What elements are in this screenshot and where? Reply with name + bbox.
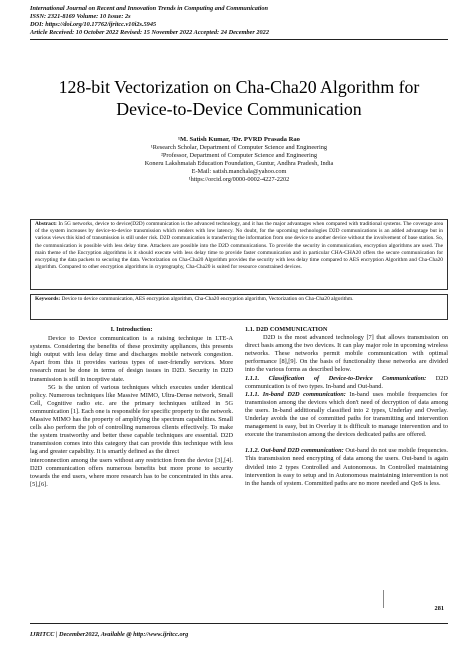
inband-text: In-band uses mobile frequencies for transmission among the devices which don't need of decryption of data among the users. In-band additionally classified into 2 types, Underlay and Overlay. Underlay avoids the use of committed paths for transmitting and intervention management is easy, but in Overlay it is difficult to manage intervention and to execute the transmission among the devices dedicated paths are offered. — [245, 390, 448, 439]
introduction-heading: I. Introduction: — [110, 326, 153, 333]
intro-paragraph-3: interconnection among the users without any restriction from the device [3],[4]. D2D communication offers numerous benefits but more prone to security towards the end users, where more research has to be concentrated in this area.[5],[6]. — [30, 456, 233, 488]
journal-name: International Journal on Recent and Innovation Trends in Computing and Communication — [30, 5, 269, 12]
d2d-paragraph-1: D2D is the most advanced technology [7] that allows transmission on direct basis among the two devices. It can play major role in upcoming wireless networks. These networks permit mobile communication with optimal performance [8],[9]. On the basis of functionality these networks are divided into the various forms as described below. — [245, 334, 448, 374]
author-names: ¹M. Satish Kumar, ²Dr. PVRD Prasada Rao — [178, 136, 300, 143]
title-line-2: Device-to-Device Communication — [116, 99, 362, 119]
header-rule — [30, 39, 448, 40]
paper-title — [30, 76, 448, 120]
abstract-text: In 5G networks, device to device(D2D) communication is the advanced technology, and it has the major advantages when compared with traditional systems. The coverage area of the system increases by device-to-device transmission which renders with low latency. No doubt, for the upcoming technologies D2D communications is an added advantage but in various views this kind of transmission is still under risk. D2D communication is transferring the information from one device to another device without the involvement of base station. So, the communication is possible with less delay time. Attackers are possible into the D2D communications. To provide the security in communication, encryption algorithms are used. The main theme of the Encryption algorithms is it should execute with less delay time to provide faster communication and in particular CHA-CHA20 offers the secure communication for encrypting the data packets to securing the data. Vectorization on Cha-Cha20 Algorithm provides the security with less delay time compared to AES encryption Algorithm and Cha-Cha20 algorithm. Compared to other encryption algorithms in cryptography, Cha-Cha20 is suited for resource constrained devices. — [35, 221, 443, 271]
inband-paragraph — [245, 391, 448, 440]
author-email[interactable]: E-Mail: satish.manchala@yahoo.com — [191, 167, 287, 175]
classification-paragraph — [245, 375, 448, 391]
journal-doi[interactable]: DOI: https://doi.org/10.17762/ijritcc.v10i2s.5945 — [30, 21, 157, 28]
intro-paragraph-1: Device to Device communication is a raising technique in LTE-A systems. Considering the benefits of these proximity appliances, this presents high output with less delay time and discharges mobile network congestion. Apart from this it provides various types of user-friendly services. More research must be done in terms of design issues in D2D. Security in D2D transmission is still in inceptive state. — [30, 335, 233, 383]
intro-paragraph-2: 5G is the union of various techniques which executes under identical policy. Numerous techniques like Massive MIMO, Ultra-Dense network, Small Cell, Cognitive radio etc. are the primary techniques utilized in 5G communication [1]. Each one is responsible for specific property to the network. Massive MIMO has the property of amplifying the spectrum capabilities. Small cells also perform the job of controlling numerous clients effectively. To make the system trustworthy and better these capable techniques are essential. D2D transmission comes into this category that can provide this technique with less lag and greater capability. It is smartly defined as the direct — [30, 383, 234, 456]
title-line-1: 128-bit Vectorization on Cha-Cha20 Algorithm for — [58, 77, 420, 97]
inband-heading: 1.1.1. In-band D2D communication: — [245, 390, 346, 398]
classification-heading: 1.1.1. Classification of Device-to-Device Communication: — [245, 374, 427, 382]
keywords-paragraph — [35, 296, 443, 303]
classification-text: D2D communication is of two types. In-band and Out-band. — [245, 374, 448, 390]
journal-issn: ISSN: 2321-8169 Volume: 10 Issue: 2s — [30, 13, 131, 20]
abstract-box — [30, 219, 448, 290]
keywords-label: Keywords: — [35, 296, 61, 302]
d2d-heading: 1.1. D2D COMMUNICATION — [245, 326, 328, 333]
outband-paragraph — [245, 447, 448, 487]
abstract-label: Abstract: — [35, 221, 57, 227]
abstract-paragraph — [35, 221, 443, 271]
author-orcid[interactable]: ¹https://orcid.org/0000-0002-4227-2202 — [188, 175, 290, 183]
author-block — [30, 136, 448, 183]
text-cursor-mark — [383, 590, 384, 608]
keywords-box — [30, 294, 448, 320]
journal-header — [30, 5, 269, 37]
footer-rule — [30, 623, 448, 624]
affiliation-1: ¹Research Scholar, Department of Computer Science and Engineering — [150, 143, 328, 151]
right-column — [245, 326, 448, 488]
page-number: 281 — [434, 605, 444, 612]
affiliation-2: ²Professor, Department of Computer Science and Engineering — [160, 151, 318, 159]
left-column — [30, 326, 233, 489]
affiliation-3: Koneru Lakshmaiah Education Foundation, Guntur, Andhra Pradesh, India — [144, 159, 334, 167]
article-dates: Article Received: 10 October 2022 Revised: 15 November 2022 Accepted: 24 December 2022 — [30, 29, 269, 36]
keywords-text: Device to device communication, AES encryption algorithm, Cha-Cha20 encryption algorithm, Vectorization on Cha-Cha20 algorithm. — [60, 296, 354, 302]
outband-text: Out-band do not use mobile frequencies. This transmission need encrypting of data among the users. Out-band is again divided into 2 types Controlled and Autonomous. In Controlled maintaining intervention is easy to setup and in Autonomous maintaining intervention is not in the hands of system. Committed paths are no more needed and QoS is less. — [245, 447, 448, 487]
footer-text: IJRITCC | December2022, Available @ http://www.ijritcc.org — [30, 631, 189, 638]
paragraph-gap — [245, 439, 448, 447]
outband-heading: 1.1.2. Out-band D2D communication: — [245, 447, 344, 455]
